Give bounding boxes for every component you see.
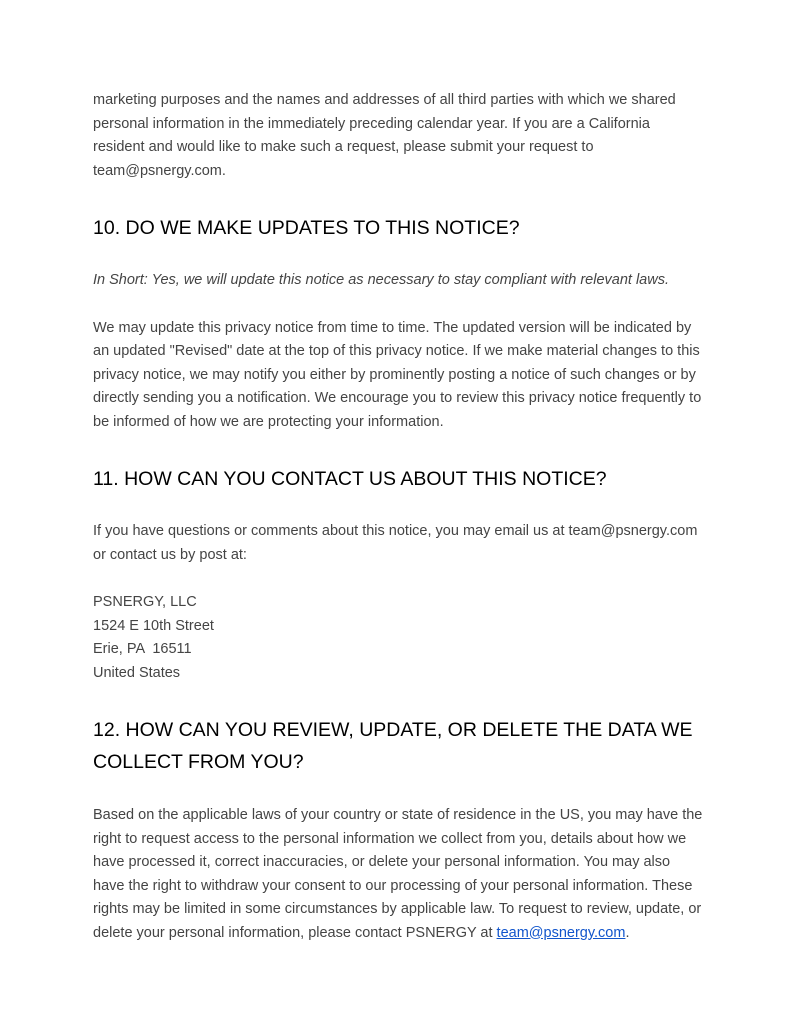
section-11-heading: 11. HOW CAN YOU CONTACT US ABOUT THIS NOTICE? — [93, 468, 607, 490]
section-10-heading: 10. DO WE MAKE UPDATES TO THIS NOTICE? — [93, 217, 520, 239]
section-11-body: If you have questions or comments about this notice, you may email us at team@psnergy.com or contact us by post at: — [93, 523, 698, 563]
section-12-body — [93, 804, 703, 945]
privacy-notice-document — [93, 89, 703, 945]
address-city: Erie, PA 16511 — [93, 641, 192, 657]
contact-email-link[interactable]: team@psnergy.com — [496, 924, 626, 941]
section-12-body-text: Based on the applicable laws of your country or state of residence in the US, you may have the right to request access to the personal information we collect from you, details about how we have processed it, correct inaccuracies, or delete your personal information. You may also have the right to withdraw your consent to our processing of your personal information. These rights may be limited in some circumstances by applicable law. To request to review, update, or delete your personal information, please contact PSNERGY at — [93, 807, 703, 941]
intro-paragraph: marketing purposes and the names and addresses of all third parties with which we shared personal information in the immediately preceding calendar year. If you are a California resident and would like to make such a request, please submit your request to team@psnergy.com. — [93, 92, 676, 179]
address-street: 1524 E 10th Street — [93, 617, 214, 634]
section-10-body: We may update this privacy notice from time to time. The updated version will be indicated by an updated "Revised" date at the top of this privacy notice. If we make material changes to this privacy notice, we may notify you either by prominently posting a notice of such changes or by directly sending you a notification. We encourage you to review this privacy notice frequently to be informed of how we are protecting your information. — [93, 319, 702, 430]
section-12-body-end: . — [625, 924, 630, 941]
postal-address — [93, 591, 703, 685]
section-10-in-short: In Short: Yes, we will update this notice as necessary to stay compliant with relevant laws. — [93, 272, 669, 288]
address-company: PSNERGY, LLC — [93, 594, 197, 610]
address-country: United States — [93, 664, 181, 681]
section-12-heading: 12. HOW CAN YOU REVIEW, UPDATE, OR DELETE THE DATA WE COLLECT FROM YOU? — [93, 719, 693, 773]
